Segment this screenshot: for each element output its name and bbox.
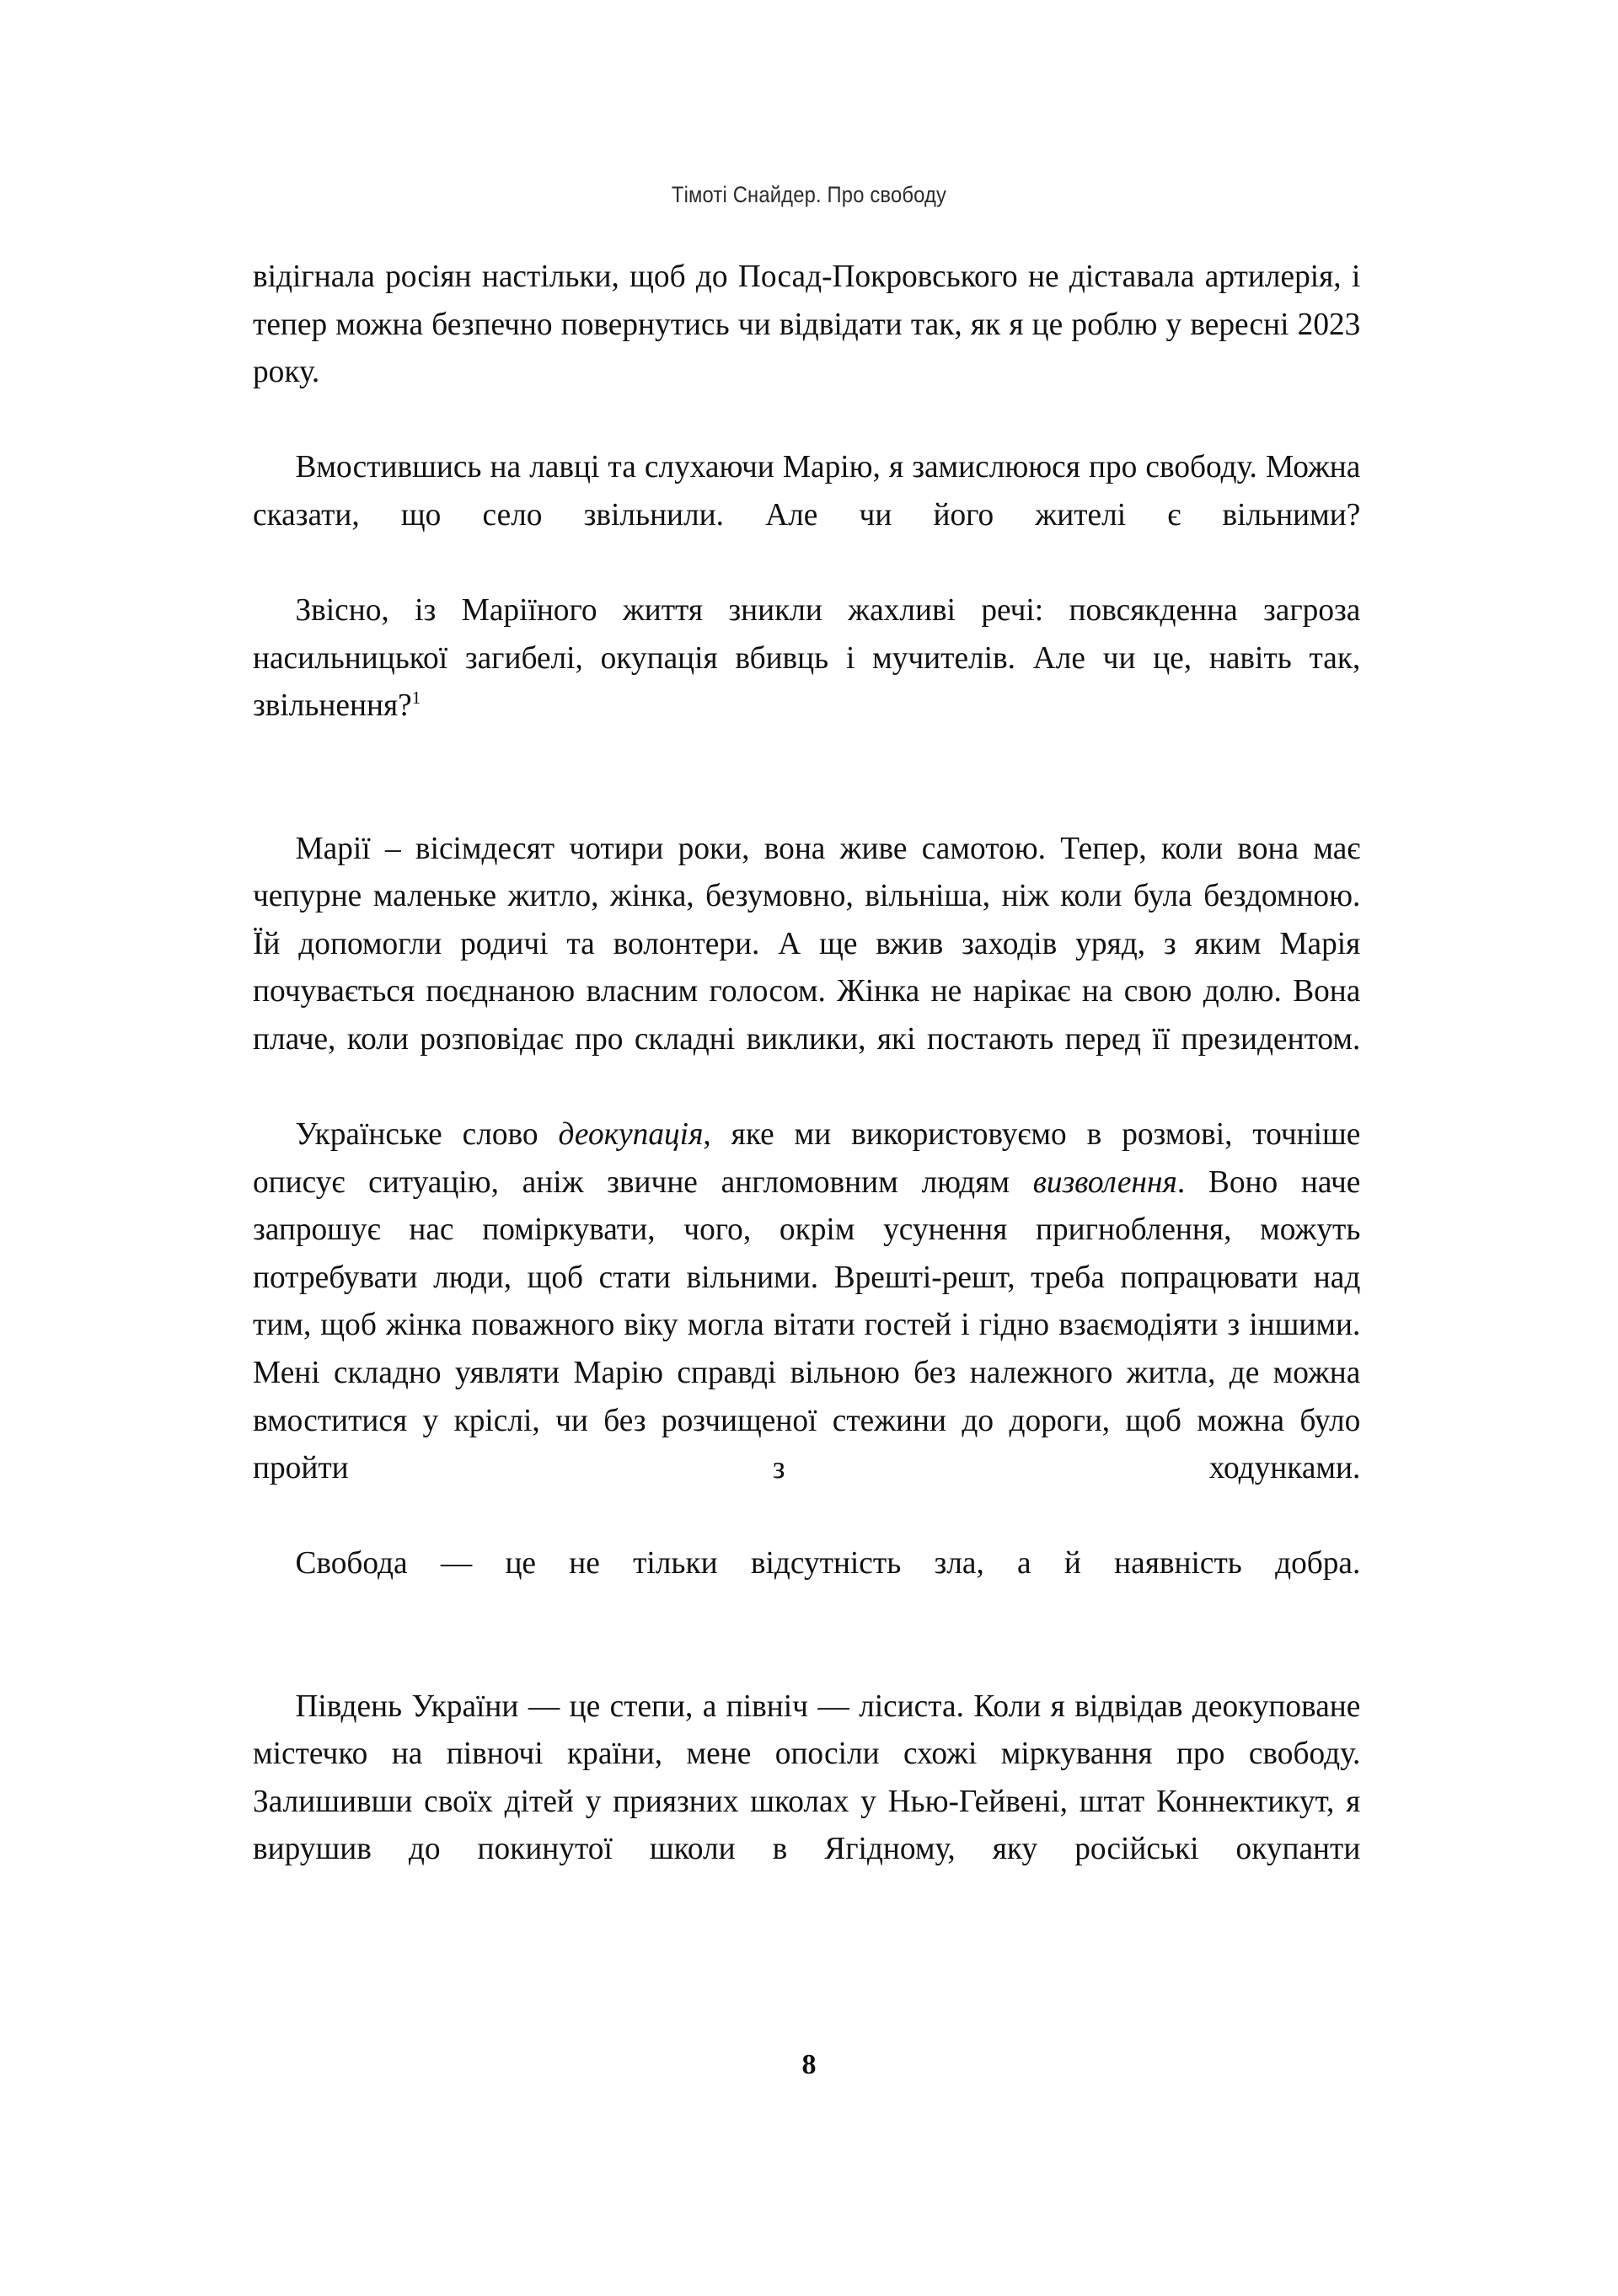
paragraph-group-gap-2	[253, 1635, 1395, 1683]
paragraph-6: Свобода — це не тільки відсутність зла, а й наявність добра.	[295, 1545, 1361, 1582]
paragraph-4: Марії – вісімдесят чотири роки, вона живе самотою. Тепер, коли вона має чепурне маленьке житло, жінка, безумовно, вільніша, ніж коли була бездомною. Їй допомогли родичі та волонтери. А ще вжив заходів уряд, з яким Марія почувається поєднаною власним голосом. Жінка не нарікає на свою долю. Вона плаче, коли розповідає про складні виклики, які постають перед її президентом.	[253, 830, 1361, 1057]
paragraph-3	[253, 586, 1360, 777]
p5-seg-2: , яке ми використовуємо в розмові, точніше описує ситуацію, аніж звичне англомовним людям	[253, 1116, 1361, 1200]
paragraph-7: Південь України — це степи, а північ — лісиста. Коли я відвідав деокуповане містечко на півночі країни, мене опосіли схожі міркування про свободу. Залишивши своїх дітей у приязних школах у Нью-Гейвені, штат Коннектикут, я вирушив до покинутої школи в Ягідному, яку російські окупанти	[253, 1688, 1361, 1867]
page-number: 8	[801, 2049, 817, 2080]
running-head: Тімоті Снайдер. Про свободу	[671, 182, 947, 207]
p5-seg-4: . Воно наче запрошує нас поміркувати, чого, окрім усунення пригноблення, можуть потребувати люди, щоб стати вільними. Врешті-решт, треба попрацювати над тим, щоб жінка поважного віку могла вітати гостей і гідно взаємодіяти з іншими. Мені складно уявляти Марію справді вільною без належного житла, де можна вмоститися у кріслі, чи без розчищеної стежини до дороги, щоб можна було пройти з ходунками.	[253, 1164, 1361, 1486]
paragraph-1: відігнала росіян настільки, щоб до Посад-Покровського не діставала артилерія, і тепер можна безпечно повернутись чи відвідати так, як я це роблю у вересні 2023 року.	[253, 259, 1361, 390]
footnote-marker[interactable]: 1	[411, 688, 421, 709]
paragraph-2: Вмостившись на лавці та слухаючи Марію, я замислююся про свободу. Можна сказати, що село звільнили. Але чи його жителі є вільними?	[253, 449, 1361, 533]
term-deokupatsiia: деокупація	[558, 1116, 704, 1153]
p5-seg-0: Українське слово	[295, 1116, 559, 1153]
paragraph-5	[253, 1111, 1360, 1539]
paragraph-3-text: Звісно, із Маріїного життя зникли жахливі речі: повсякденна загроза насильницької загибелі, окупація вбивць і мучителів. Але чи це, навіть так, звільнення?	[253, 592, 1361, 724]
body-text-block	[253, 253, 1395, 1921]
term-vyzvolennia: визволення	[1032, 1164, 1177, 1200]
paragraph-group-gap-1	[253, 778, 1395, 825]
